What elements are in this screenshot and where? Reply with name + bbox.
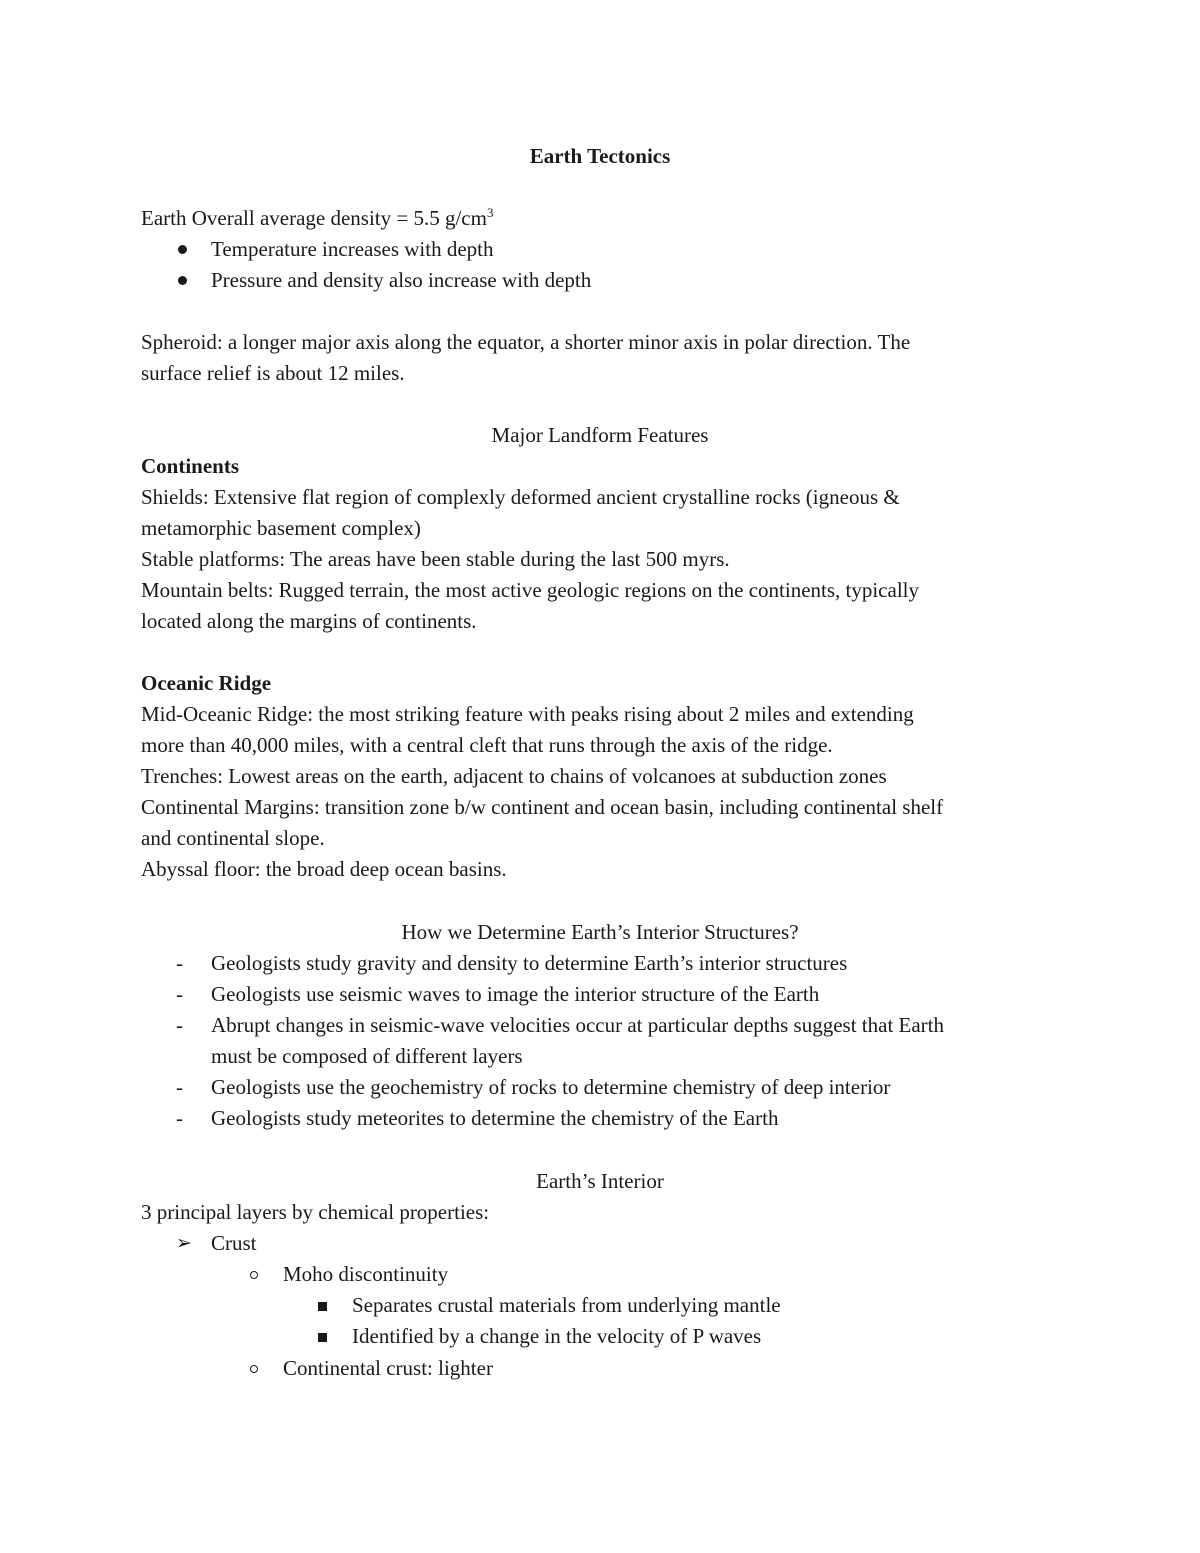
bullet-dot-icon [178, 276, 187, 285]
ridge-line: and continental slope. [141, 826, 325, 850]
interior-structure-item-continued: must be composed of different layers [211, 1044, 523, 1068]
density-statement [141, 203, 493, 234]
dash-bullet-icon: - [176, 1106, 183, 1130]
dash-bullet-icon: - [176, 1013, 183, 1037]
dash-bullet-icon: - [176, 982, 183, 1006]
dash-bullet-icon: - [176, 951, 183, 975]
section-heading-landforms: Major Landform Features [491, 423, 709, 447]
ridge-line: Continental Margins: transition zone b/w continent and ocean basin, including continental shelf [141, 795, 944, 819]
interior-structure-item: Geologists study gravity and density to determine Earth’s interior structures [211, 951, 848, 975]
section-heading-interior-structures: How we Determine Earth’s Interior Structures? [401, 920, 799, 944]
spheroid-paragraph-line: Spheroid: a longer major axis along the equator, a shorter minor axis in polar direction. The [141, 330, 911, 354]
continents-line: metamorphic basement complex) [141, 516, 421, 540]
ridge-line: Trenches: Lowest areas on the earth, adjacent to chains of volcanoes at subduction zones [141, 764, 887, 788]
page-title: Earth Tectonics [529, 144, 671, 168]
dash-bullet-icon: - [176, 1075, 183, 1099]
interior-structure-item: Geologists study meteorites to determine the chemistry of the Earth [211, 1106, 779, 1130]
oceanic-ridge-heading: Oceanic Ridge [141, 671, 272, 695]
interior-structure-item: Geologists use the geochemistry of rocks to determine chemistry of deep interior [211, 1075, 891, 1099]
circle-bullet-icon [250, 1365, 258, 1373]
continents-line: located along the margins of continents. [141, 609, 477, 633]
interior-structure-item: Geologists use seismic waves to image the interior structure of the Earth [211, 982, 820, 1006]
continents-line: Stable platforms: The areas have been stable during the last 500 myrs. [141, 547, 730, 571]
continents-line: Shields: Extensive flat region of complexly deformed ancient crystalline rocks (igneous & [141, 485, 900, 509]
earth-interior-intro: 3 principal layers by chemical properties: [141, 1200, 490, 1224]
density-bullet: Temperature increases with depth [211, 237, 494, 261]
ridge-line: Mid-Oceanic Ridge: the most striking feature with peaks rising about 2 miles and extending [141, 702, 914, 726]
arrow-bullet-icon: ➢ [176, 1232, 192, 1254]
moho-subitem: Identified by a change in the velocity of P waves [352, 1324, 762, 1348]
ridge-line: more than 40,000 miles, with a central cleft that runs through the axis of the ridge. [141, 733, 833, 757]
spheroid-paragraph-line: surface relief is about 12 miles. [141, 361, 405, 385]
moho-item: Moho discontinuity [283, 1262, 449, 1286]
continents-heading: Continents [141, 454, 240, 478]
moho-subitem: Separates crustal materials from underlying mantle [352, 1293, 781, 1317]
circle-bullet-icon [250, 1271, 258, 1279]
continental-crust-item: Continental crust: lighter [283, 1356, 493, 1380]
continents-line: Mountain belts: Rugged terrain, the most active geologic regions on the continents, typically [141, 578, 919, 602]
density-bullet: Pressure and density also increase with depth [211, 268, 592, 292]
density-superscript: 3 [486, 205, 494, 220]
interior-structure-item: Abrupt changes in seismic-wave velocities occur at particular depths suggest that Earth [211, 1013, 945, 1037]
bullet-dot-icon [178, 245, 187, 254]
square-bullet-icon [318, 1333, 327, 1342]
density-text: Earth Overall average density = 5.5 g/cm [141, 206, 487, 230]
section-heading-earth-interior: Earth’s Interior [536, 1169, 664, 1193]
ridge-line: Abyssal floor: the broad deep ocean basins. [141, 857, 507, 881]
crust-item: Crust [211, 1231, 257, 1255]
square-bullet-icon [318, 1302, 327, 1311]
